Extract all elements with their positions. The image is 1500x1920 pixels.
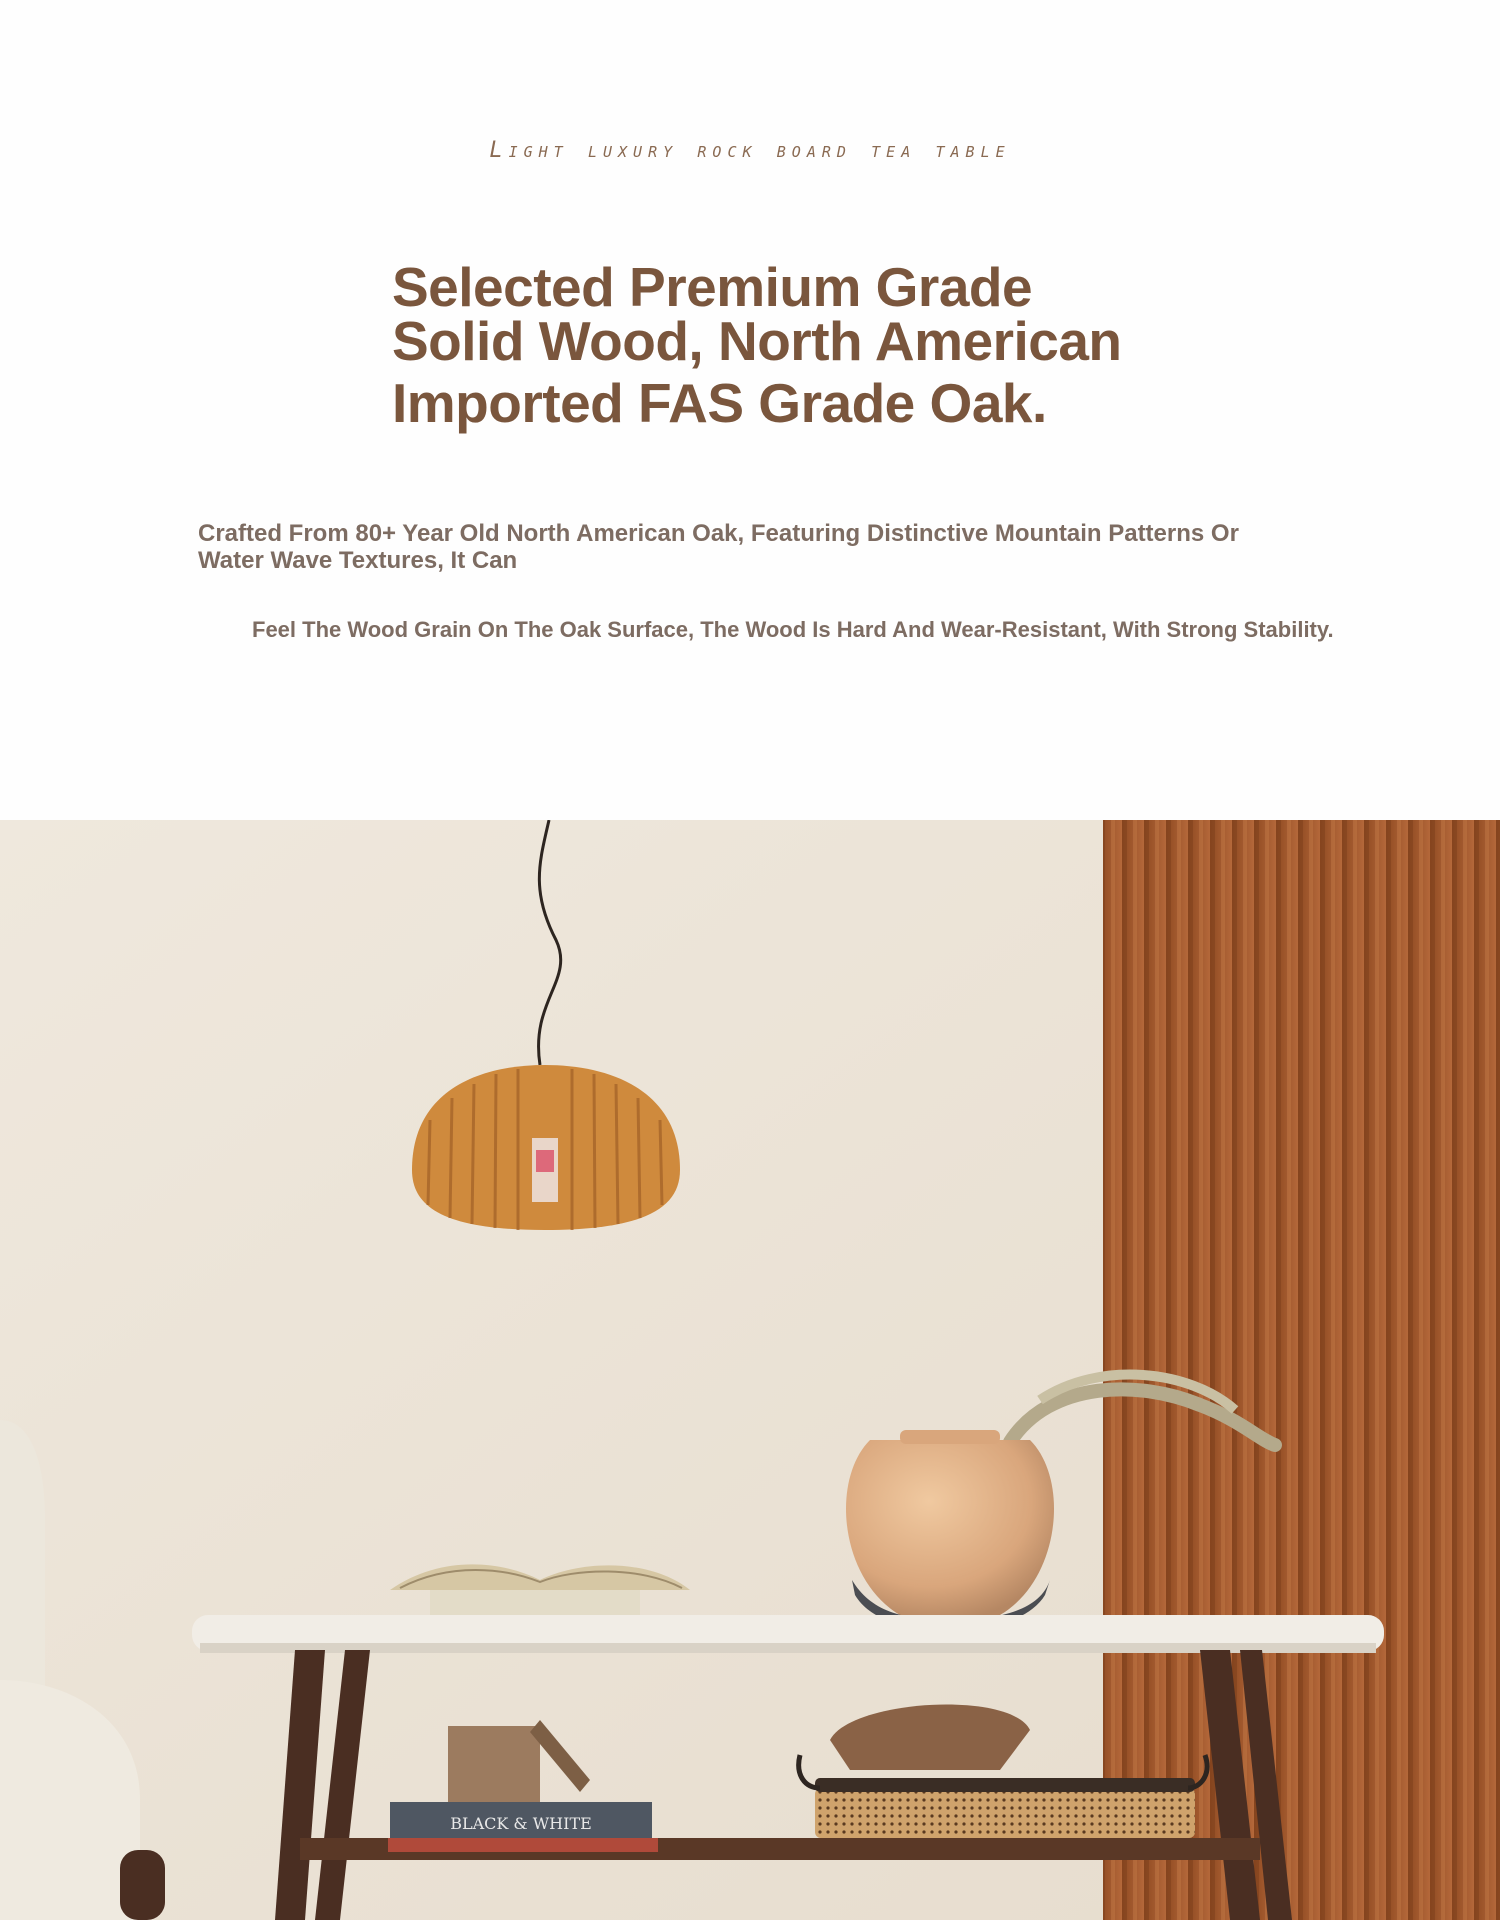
curtain	[1103, 820, 1500, 1920]
intro-section	[0, 0, 1500, 820]
book-spine-text: BLACK & WHITE	[450, 1814, 592, 1833]
pendant-lamp	[412, 1065, 680, 1230]
headline-line-1: Selected Premium Grade	[392, 256, 1033, 318]
description-text: Crafted From 80+ Year Old North American Oak, Featuring Distinctive Mountain Patterns Or Water Wave Textures, It Can	[198, 520, 1239, 574]
headline-line-2: Solid Wood, North American	[392, 310, 1122, 372]
product-tagline: Light luxury rock board tea table	[489, 138, 1011, 163]
headline	[392, 256, 1152, 434]
detail-text: Feel The Wood Grain On The Oak Surface, The Wood Is Hard And Wear-Resistant, With Strong Stability.	[252, 617, 1334, 642]
headline-line-3: Imported FAS Grade Oak.	[392, 372, 1047, 434]
product-photo	[0, 820, 1500, 1920]
